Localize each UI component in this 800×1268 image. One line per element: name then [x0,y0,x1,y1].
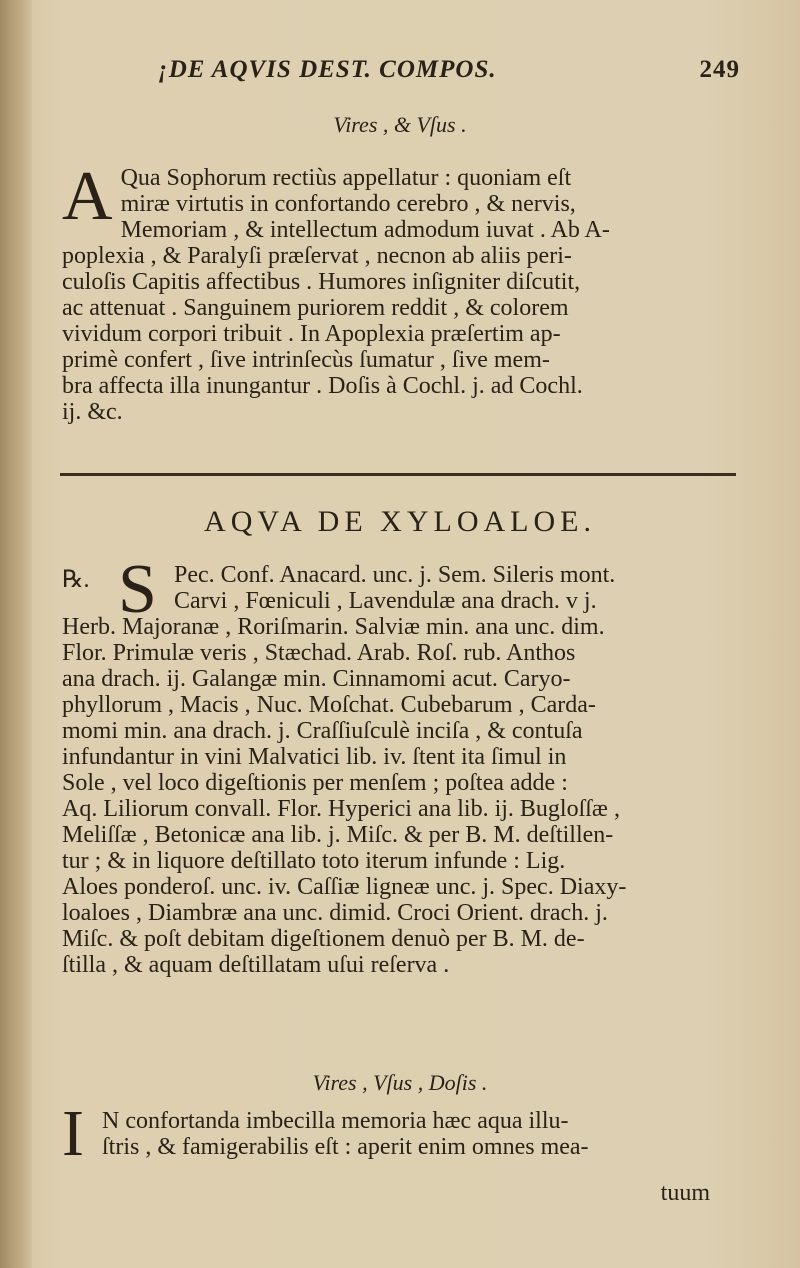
section3-dropcap: I [62,1097,84,1170]
section3-subheading: Vires , Vſus , Doſis . [312,1070,488,1095]
section-divider-rule [60,473,736,476]
section1-subheading: Vires , & Vſus . [333,112,467,137]
section3-paragraph [62,1108,738,1160]
text-line: culoſis Capitis affectibus . Humores inſigniter diſcutit, [62,269,581,295]
text-line: ana drach. ij. Galangæ min. Cinnamomi acut. Caryo- [62,666,571,692]
section1-paragraph [62,158,738,425]
text-line: primè confert , ſive intrinſecùs ſumatur , ſive mem- [62,347,550,373]
text-line: ij. &c. [62,399,123,425]
text-line: Memoriam , & intellectum admodum iuvat . Ab A- [120,217,610,243]
text-line: ſtilla , & aquam deſtillatam uſui reſerva . [62,952,450,978]
text-line: ac attenuat . Sanguinem puriorem reddit , & colorem [62,295,569,321]
text-line: vividum corpori tribuit . In Apoplexia præſertim ap- [62,321,561,347]
text-line: Qua Sophorum rectiùs appellatur : quoniam eſt [120,165,572,191]
text-line: ſtris , & famigerabilis eſt : aperit enim omnes mea- [102,1134,589,1160]
text-line: momi min. ana drach. j. Craſſiuſculè inciſa , & contuſa [62,718,583,744]
text-line: N confortanda imbecilla memoria hæc aqua illu- [102,1108,569,1134]
text-line: Herb. Majoranæ , Roriſmarin. Salviæ min. ana unc. dim. [62,614,605,640]
section2-paragraph [62,551,738,978]
text-line: Aq. Liliorum convall. Flor. Hyperici ana lib. ij. Bugloſſæ , [62,796,620,822]
section2-heading: AQVA DE XYLOALOE. [204,505,596,538]
running-head [158,52,740,92]
text-line: Aloes ponderoſ. unc. iv. Caſſiæ ligneæ unc. j. Spec. Diaxy- [62,874,627,900]
text-line: Pec. Conf. Anacard. unc. j. Sem. Sileris mont. [174,562,616,588]
text-line: Meliſſæ , Betonicæ ana lib. j. Miſc. & per B. M. deſtillen- [62,822,614,848]
page-number: 249 [699,56,740,83]
text-line: miræ virtutis in confortando cerebro , & nervis, [120,191,576,217]
running-head-title: ¡DE AQVIS DEST. COMPOS. [158,56,497,83]
catchword: tuum [660,1180,710,1206]
text-line: Carvi , Fœniculi , Lavendulæ ana drach. v j. [174,588,597,614]
recipe-symbol: ℞. [62,567,90,593]
text-line: bra affecta illa inungantur . Doſis à Cochl. j. ad Cochl. [62,373,583,399]
text-line: Miſc. & poſt debitam digeſtionem denuò per B. M. de- [62,926,585,952]
text-line: phyllorum , Macis , Nuc. Moſchat. Cubebarum , Carda- [62,692,596,718]
text-line: loaloes , Diambræ ana unc. dimid. Croci Orient. drach. j. [62,900,608,926]
section2-dropcap: S [118,551,157,628]
text-line: Sole , vel loco digeſtionis per menſem ; poſtea adde : [62,770,568,796]
text-line: tur ; & in liquore deſtillato toto iterum infunde : Lig. [62,848,566,874]
text-line: poplexia , & Paralyſi præſervat , necnon ab aliis peri- [62,243,572,269]
text-line: infundantur in vini Malvatici lib. iv. ſtent ita ſimul in [62,744,567,770]
section1-dropcap: A [62,158,113,235]
text-line: Flor. Primulæ veris , Stæchad. Arab. Roſ. rub. Anthos [62,640,576,666]
